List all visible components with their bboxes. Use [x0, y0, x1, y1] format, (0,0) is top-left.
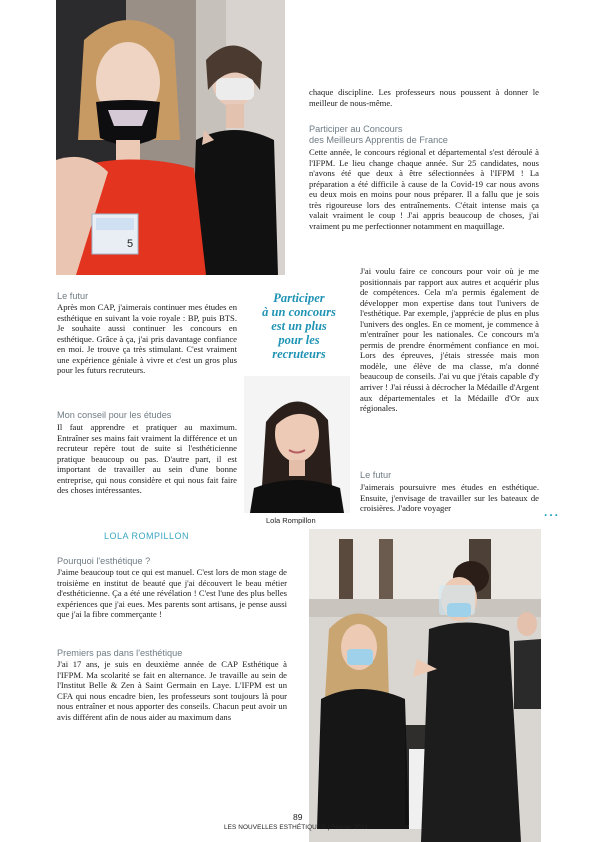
heading-futur-right: Le futur [360, 470, 392, 480]
badge-number: 5 [127, 238, 134, 250]
paragraph-concours-2: J'ai voulu faire ce concours pour voir où je me positionnais par rapport aux autres et acquérir plus de compétences. Cela m'a permis également de développer mon expertise dans tout l'univers de l'esthétique. Par exemple, j'apprécie de plus en plus l'univers des ongles. En ce moment, je commence à m'entraîner pour les nationales. Ce concours m'a permis de prendre énormément confiance en moi. Lors des épreuves, j'étais stressée mais mon modèle, une élève de ma classe, m'a donné beaucoup de conseils. J'ai vu que j'étais capable d'y arriver ! J'ai réussi à décrocher la Médaille d'Argent aux départementales et la Médaille d'Or aux régionales. [360, 266, 539, 414]
heading-pourquoi: Pourquoi l'esthétique ? [57, 556, 151, 566]
heading-premiers: Premiers pas dans l'esthétique [57, 648, 183, 658]
heading-futur-left: Le futur [57, 291, 89, 301]
paragraph-premiers: J'ai 17 ans, je suis en deuxième année de CAP Esthétique à l'IFPM. Ma scolarité se fait en alternance. Je travaille au sein de l'Institut Belle & Zen à Saint Germain en Laye. L'IFPM est un CFA qui nous encadre bien, les professeurs sont toujours là pour nous entraîner et nous apporter des conseils. Chacun peut avoir un avis différent afin de nous aider au maximum dans [57, 659, 287, 722]
heading-conseil: Mon conseil pour les études [57, 410, 172, 420]
page-number: 89 [293, 812, 303, 822]
article-continuation: chaque discipline. Les professeurs nous poussent à donner le meilleur de nous-même. [309, 87, 539, 108]
pull-quote: Participer à un concours est un plus pour les recruteurs [262, 291, 336, 361]
continuation-marker: ... [544, 505, 561, 519]
paragraph-pourquoi: J'aime beaucoup tout ce qui est manuel. C'est lors de mon stage de troisième en institut de beauté que j'ai découvert le beau métier d'esthéticienne. Ça a été une révélation ! C'est l'une des plus belles expériences que j'ai eues. Mes parents sont artisans, je pense aussi que j'ai la fibre commerçante ! [57, 567, 287, 620]
magazine-footer: LES NOUVELLES ESTHÉTIQUES | Février 2021 [224, 824, 369, 831]
section-name-title: LOLA ROMPILLON [104, 531, 190, 541]
portrait-photo [244, 376, 350, 513]
heading-concours: Participer au Concours des Meilleurs Apprentis de France [309, 124, 448, 145]
paragraph-futur-right: J'aimerais poursuivre mes études en esthétique. Ensuite, j'envisage de travailler sur les bateaux de croisières. J'adore voyager [360, 482, 539, 514]
paragraph-futur-left: Après mon CAP, j'aimerais continuer mes études en esthétique en suivant la voie royale : BP, puis BTS. Je souhaite aussi continuer les concours en esthétique. Grâce à ça, j'ai pris davantage confiance en moi. Je trouve ça très stimulant. C'est vraiment une expérience géniale à vivre et c'est un gros plus pour les futurs recruteurs. [57, 302, 237, 376]
paragraph-concours-1: Cette année, le concours régional et départemental s'est déroulé à l'IFPM. Le lieu change chaque année. Sur 25 candidates, nous n'avons été que deux à être sélectionnées à l'IFPM ! La préparation a été difficile à cause de la Covid-19 car nous avons eu deux mois en moins pour nous préparer. Il a fallu que je sois très rigoureuse lors des entraînements. C'était intense mais ça valait vraiment le coup ! J'ai appris beaucoup de choses, j'ai vraiment pu me perfectionner notamment en maquillage. [309, 147, 539, 231]
makeup-practice-photo [309, 529, 541, 842]
portrait-caption: Lola Rompillon [266, 516, 316, 525]
competition-models-photo [56, 0, 285, 275]
paragraph-conseil: Il faut apprendre et pratiquer au maximum. Entraîner ses mains fait vraiment la différence et un recruteur repère tout de suite si l'esthéticienne pratique beaucoup ou pas. D'autre part, il est important de travailler au sein d'une bonne entreprise, qui nous considère et qui nous fait faire des choses intéressantes. [57, 422, 237, 496]
